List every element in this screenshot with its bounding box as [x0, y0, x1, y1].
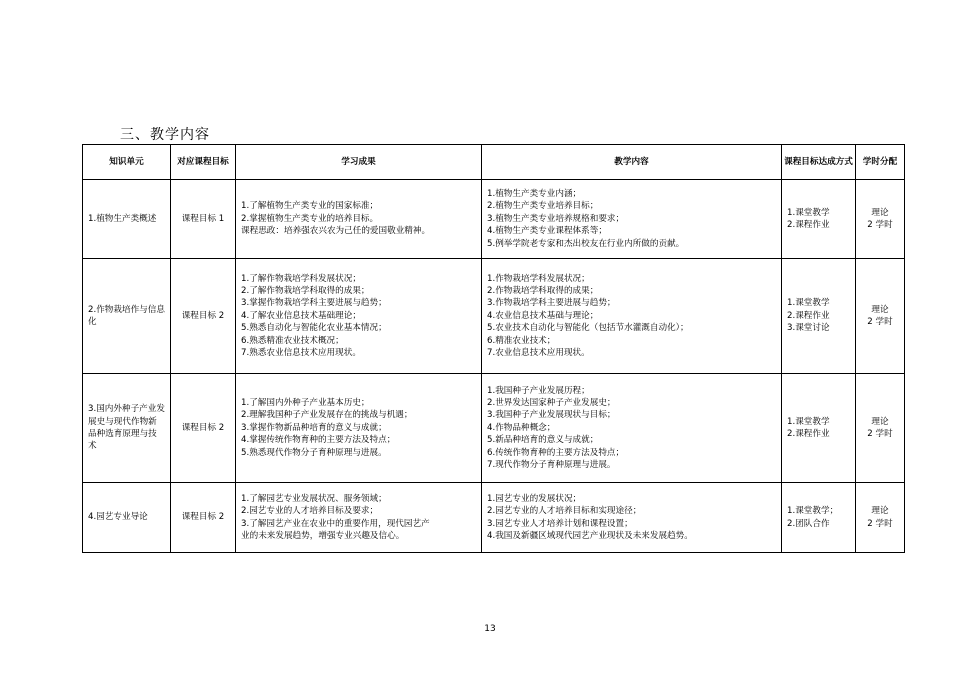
list-item: 4.植物生产类专业课程体系等； — [487, 226, 607, 237]
list-item: 2.课程作业 — [787, 429, 830, 439]
hours-amount: 2 学时 — [867, 518, 893, 529]
unit-cell: 4.园艺专业导论 — [83, 483, 171, 553]
hours-amount: 2 学时 — [867, 317, 893, 327]
methods-cell — [782, 180, 856, 259]
list-item: 6.精准农业技术； — [487, 335, 556, 346]
list-item: 业的未来发展趋势，增强专业兴趣及信心。 — [241, 530, 405, 541]
list-item: 1.了解国内外种子产业基本历史； — [241, 397, 370, 408]
list-item: 1.课堂教学 — [787, 298, 830, 309]
methods-cell — [782, 259, 856, 374]
outcomes-cell — [236, 483, 482, 553]
list-item: 1.我国种子产业发展历程； — [487, 385, 590, 396]
header-goal: 对应课程目标 — [171, 145, 236, 180]
list-item: 3.我国种子产业发展现状与目标； — [487, 410, 616, 421]
list-item: 1.了解园艺专业发展状况、服务领域； — [241, 493, 387, 504]
list-item: 2.世界发达国家种子产业发展史； — [487, 397, 616, 408]
list-item: 1.植物生产类专业内涵； — [487, 188, 582, 199]
list-item: 3.掌握作物新品种培育的意义与成就； — [241, 422, 387, 433]
content-cell — [482, 180, 782, 259]
list-item: 5.熟悉自动化与智能化农业基本情况； — [241, 323, 387, 334]
list-item: 1.课堂教学 — [787, 207, 830, 218]
list-item: 1.了解植物生产类专业的国家标准； — [241, 201, 379, 212]
list-item: 2.植物生产类专业培养目标； — [487, 201, 599, 212]
page-number: 13 — [484, 624, 496, 634]
list-item: 2.团队合作 — [787, 518, 830, 529]
hours-amount: 2 学时 — [867, 429, 893, 439]
list-item: 7.熟悉农业信息技术应用现状。 — [241, 348, 361, 359]
list-item: 7.现代作物分子育种原理与进展。 — [487, 460, 616, 471]
list-item: 4.我国及新疆区域现代园艺产业现状及未来发展趋势。 — [487, 530, 693, 541]
methods-cell — [782, 374, 856, 483]
list-item: 2.课程作业 — [787, 220, 830, 230]
list-item: 4.作物品种概念； — [487, 422, 556, 433]
list-item: 4.掌握传统作物育种的主要方法及特点； — [241, 435, 396, 446]
methods-cell — [782, 483, 856, 553]
goal-cell: 课程目标 2 — [171, 483, 236, 553]
hours-type: 理论 — [871, 304, 889, 315]
content-cell — [482, 374, 782, 483]
hours-type: 理论 — [871, 416, 889, 427]
hours-type: 理论 — [871, 207, 889, 218]
list-item: 6.传统作物育种的主要方法及特点； — [487, 447, 625, 458]
header-content: 教学内容 — [482, 145, 782, 180]
hours-cell — [856, 374, 905, 483]
header-methods: 课程目标达成方式 — [782, 145, 856, 180]
list-item: 3.园艺专业人才培养计划和课程设置； — [487, 518, 633, 529]
hours-cell — [856, 180, 905, 259]
outcomes-cell — [236, 259, 482, 374]
list-item: 2.作物栽培学科取得的成果； — [487, 285, 599, 296]
list-item: 3.课堂讨论 — [787, 323, 830, 334]
list-item: 1.课堂教学； — [787, 506, 839, 517]
list-item: 1.作物栽培学科发展状况； — [487, 273, 590, 284]
list-item: 5.新品种培育的意义与成就； — [487, 435, 599, 446]
list-item: 2.了解作物栽培学科取得的成果； — [241, 285, 370, 296]
unit-cell: 1.植物生产类概述 — [83, 180, 171, 259]
list-item: 4.农业信息技术基础与理论； — [487, 310, 599, 321]
list-item: 1.园艺专业的发展状况； — [487, 493, 582, 504]
list-item: 4.了解农业信息技术基础理论； — [241, 310, 361, 321]
list-item: 5.农业技术自动化与智能化（包括节水灌溉自动化）； — [487, 323, 689, 334]
table-header-row — [83, 145, 905, 180]
list-item: 3.掌握作物栽培学科主要进展与趋势； — [241, 298, 387, 309]
teaching-content-table — [82, 144, 905, 553]
outcomes-cell — [236, 374, 482, 483]
hours-amount: 2 学时 — [867, 220, 893, 230]
list-item: 5.熟悉现代作物分子育种原理与进展。 — [241, 447, 387, 458]
content-cell — [482, 259, 782, 374]
table-row — [83, 180, 905, 259]
unit-cell: 2.作物栽培作与信息化 — [83, 259, 171, 374]
list-item: 3.植物生产类专业培养规格和要求； — [487, 213, 625, 224]
list-item: 1.课堂教学 — [787, 416, 830, 427]
header-unit: 知识单元 — [83, 145, 171, 180]
goal-cell: 课程目标 1 — [171, 180, 236, 259]
table-row — [83, 259, 905, 374]
list-item: 3.作物栽培学科主要进展与趋势； — [487, 298, 616, 309]
hours-cell — [856, 259, 905, 374]
list-item: 7.农业信息技术应用现状。 — [487, 348, 590, 359]
list-item: 1.了解作物栽培学科发展状况； — [241, 273, 361, 284]
content-cell — [482, 483, 782, 553]
list-item: 2.理解我国种子产业发展存在的挑战与机遇； — [241, 410, 413, 421]
outcomes-cell — [236, 180, 482, 259]
list-item: 3.了解园艺产业在农业中的重要作用，现代园艺产 — [241, 518, 430, 529]
goal-cell: 课程目标 2 — [171, 374, 236, 483]
list-item: 2.园艺专业的人才培养目标和实现途径； — [487, 506, 642, 517]
section-title: 三、教学内容 — [120, 127, 210, 143]
header-hours: 学时分配 — [856, 145, 905, 180]
list-item: 6.熟悉精准农业技术概况； — [241, 335, 344, 346]
list-item: 课程思政：培养强农兴农为己任的爱国敬业精神。 — [241, 226, 431, 237]
list-item: 2.课程作业 — [787, 310, 830, 321]
list-item: 5.例举学院老专家和杰出校友在行业内所做的贡献。 — [487, 238, 685, 249]
header-outcomes: 学习成果 — [236, 145, 482, 180]
list-item: 2.掌握植物生产类专业的培养目标。 — [241, 213, 379, 224]
table-row — [83, 374, 905, 483]
goal-cell: 课程目标 2 — [171, 259, 236, 374]
unit-cell: 3.国内外种子产业发展史与现代作物新品种选育原理与技术 — [83, 374, 171, 483]
hours-type: 理论 — [871, 506, 889, 517]
list-item: 2.园艺专业的人才培养目标及要求； — [241, 506, 379, 517]
table-row — [83, 483, 905, 553]
hours-cell — [856, 483, 905, 553]
